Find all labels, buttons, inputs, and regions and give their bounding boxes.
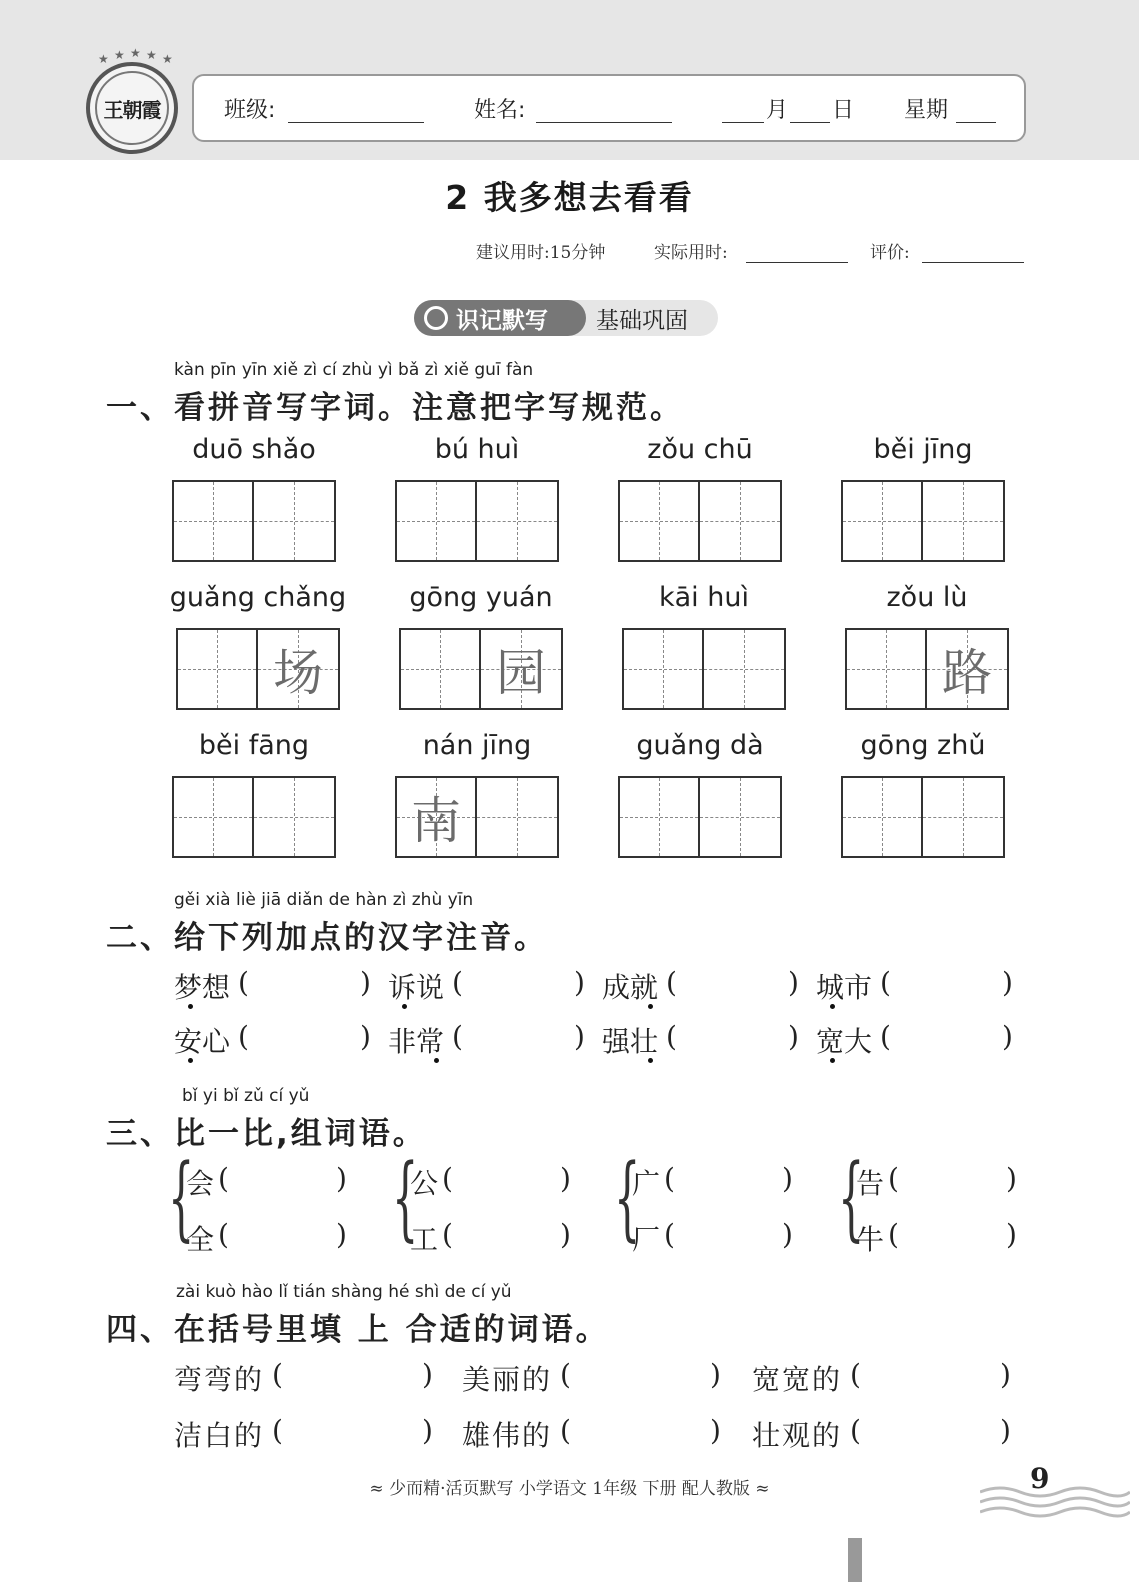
writing-cell[interactable] [477,482,557,560]
answer-blank[interactable] [470,970,570,1004]
guide-line [620,817,698,818]
answer-blank[interactable] [256,1024,356,1058]
word-item: 强壮 [602,1025,659,1058]
given-character: 南 [411,792,461,850]
answer-blank[interactable] [234,1166,330,1200]
writing-box[interactable] [399,628,563,710]
rating-field[interactable] [922,262,1024,263]
guide-line [624,669,702,670]
writing-cell[interactable] [397,778,477,856]
answer-blank[interactable] [868,1418,996,1452]
open-paren: ( [888,1162,899,1195]
open-paren: ( [442,1162,453,1195]
suggested-time: 建议用时:15分钟 [476,243,606,263]
answer-blank[interactable] [904,1166,1000,1200]
writing-cell[interactable] [620,778,700,856]
writing-cell[interactable] [843,778,923,856]
answer-blank[interactable] [578,1418,706,1452]
writing-cell[interactable] [847,630,927,708]
publisher-logo [86,46,178,154]
footer-text: ≈ 少而精·活页默写 小学语文 1年级 下册 配人教版 ≈ [369,1479,770,1499]
word-pinyin: zǒu chū [647,434,753,465]
page-title: 2 我多想去看看 [445,178,694,217]
open-paren: ( [272,1358,283,1391]
open-paren: ( [664,1218,675,1251]
guide-line [700,817,780,818]
logo-text: 王朝霞 [103,97,161,122]
writing-cell[interactable] [624,630,704,708]
word-item: 成就 [602,971,659,1004]
emphasis-dot [188,1004,193,1009]
word-item: 诉说 [388,971,445,1004]
phrase-stem: 雄伟的 [462,1419,553,1452]
word-pinyin: gōng zhǔ [860,730,986,761]
phrase-stem: 弯弯的 [174,1363,265,1396]
phrase-stem: 壮观的 [752,1419,843,1452]
close-paren: ) [1002,966,1013,999]
compare-char: 广 [632,1167,661,1200]
emphasis-dot [434,1058,439,1063]
compare-char: 告 [856,1167,885,1200]
writing-cell[interactable] [254,482,334,560]
class-field[interactable] [288,122,424,123]
open-paren: ( [560,1358,571,1391]
open-paren: ( [850,1358,861,1391]
answer-blank[interactable] [904,1222,1000,1256]
open-paren: ( [666,966,677,999]
writing-cell[interactable] [620,482,700,560]
close-paren: ) [1006,1162,1017,1195]
brace: { [838,1144,865,1251]
answer-blank[interactable] [868,1362,996,1396]
compare-char: 厂 [632,1223,661,1256]
writing-box[interactable] [172,776,336,858]
emphasis-dot [830,1058,835,1063]
word-item: 城市 [816,971,873,1004]
emphasis-dot [648,1058,653,1063]
open-paren: ( [218,1218,229,1251]
answer-blank[interactable] [684,970,784,1004]
writing-box[interactable] [395,480,559,562]
word-pinyin: běi jīng [873,434,973,465]
writing-cell[interactable] [401,630,481,708]
close-paren: ) [574,1020,585,1053]
writing-cell[interactable] [174,778,254,856]
emphasis-dot [402,1004,407,1009]
month-field[interactable] [722,122,764,123]
guide-line [174,817,252,818]
open-paren: ( [888,1218,899,1251]
writing-box[interactable] [618,480,782,562]
writing-box[interactable] [841,776,1005,858]
section4-heading: 四、在括号里填 上 合适的词语。 [106,1312,610,1348]
close-paren: ) [1000,1414,1011,1447]
close-paren: ) [422,1358,433,1391]
given-character: 园 [496,644,546,702]
answer-blank[interactable] [234,1222,330,1256]
word-pinyin: gōng yuán [409,582,553,613]
actual-time-label: 实际用时: [654,243,728,263]
open-paren: ( [238,966,249,999]
phrase-stem: 宽宽的 [752,1363,843,1396]
open-paren: ( [452,1020,463,1053]
close-paren: ) [560,1218,571,1251]
answer-blank[interactable] [470,1024,570,1058]
guide-line [847,669,925,670]
guide-line [254,817,334,818]
answer-blank[interactable] [256,970,356,1004]
badge-label-right: 基础巩固 [596,308,688,334]
close-paren: ) [782,1218,793,1251]
writing-cell[interactable] [704,630,784,708]
guide-line [620,521,698,522]
open-paren: ( [850,1414,861,1447]
star-icon: ★ [98,52,109,66]
answer-blank[interactable] [458,1166,554,1200]
answer-blank[interactable] [684,1024,784,1058]
writing-cell[interactable] [700,482,780,560]
open-paren: ( [880,966,891,999]
actual-time-field[interactable] [746,262,848,263]
word-pinyin: guǎng chǎng [169,582,347,613]
emphasis-dot [648,1004,653,1009]
open-paren: ( [880,1020,891,1053]
guide-line [923,521,1003,522]
guide-line [178,669,256,670]
star-icon: ★ [162,52,173,66]
guide-line [700,521,780,522]
word-item: 安心 [174,1025,231,1058]
badge-label-left: 识记默写 [456,308,548,334]
page-number: 9 [1030,1462,1050,1495]
word-pinyin: běi fāng [198,730,310,761]
writing-cell[interactable] [923,482,1003,560]
answer-blank[interactable] [290,1362,418,1396]
phrase-stem: 洁白的 [174,1419,265,1452]
open-paren: ( [452,966,463,999]
close-paren: ) [710,1414,721,1447]
close-paren: ) [336,1162,347,1195]
guide-line [174,521,252,522]
writing-box[interactable] [841,480,1005,562]
given-character: 路 [942,644,992,702]
close-paren: ) [710,1358,721,1391]
guide-line [843,521,921,522]
answer-blank[interactable] [898,1024,998,1058]
writing-cell[interactable] [700,778,780,856]
writing-cell[interactable] [843,482,923,560]
weekday-field[interactable] [956,122,996,123]
compare-char: 工 [410,1223,439,1256]
answer-blank[interactable] [458,1222,554,1256]
section1-heading: 一、看拼音写字词。注意把字写规范。 [106,390,684,426]
open-paren: ( [664,1162,675,1195]
logo-seal [95,71,169,145]
name-field[interactable] [536,122,672,123]
guide-line [401,669,479,670]
open-paren: ( [272,1414,283,1447]
class-label: 班级: [224,98,276,123]
medal-icon [424,306,448,330]
close-paren: ) [360,966,371,999]
writing-cell[interactable] [258,630,338,708]
star-icon: ★ [130,46,141,60]
brace: { [392,1144,419,1251]
writing-cell[interactable] [927,630,1007,708]
close-paren: ) [422,1414,433,1447]
section4-pinyin: zài kuò hào lǐ tián shàng hé shì de cí yǔ [176,1282,512,1302]
writing-cell[interactable] [397,482,477,560]
guide-line [254,521,334,522]
section2-pinyin: gěi xià liè jiā diǎn de hàn zì zhù yīn [174,890,474,910]
guide-line [477,817,557,818]
close-paren: ) [788,966,799,999]
open-paren: ( [442,1218,453,1251]
close-paren: ) [336,1218,347,1251]
star-icon: ★ [114,48,125,62]
phrase-stem: 美丽的 [462,1363,553,1396]
writing-box[interactable] [395,776,559,858]
open-paren: ( [218,1162,229,1195]
word-pinyin: kāi huì [659,582,749,613]
open-paren: ( [238,1020,249,1053]
writing-cell[interactable] [481,630,561,708]
brace: { [168,1144,195,1251]
guide-line [923,817,1003,818]
guide-line [843,817,921,818]
word-pinyin: nán jīng [422,730,532,761]
answer-blank[interactable] [898,970,998,1004]
emphasis-dot [830,1004,835,1009]
brace: { [614,1144,641,1251]
close-paren: ) [1002,1020,1013,1053]
close-paren: ) [1000,1358,1011,1391]
writing-cell[interactable] [254,778,334,856]
page-tab-marker [848,1538,862,1582]
open-paren: ( [666,1020,677,1053]
writing-box[interactable] [176,628,340,710]
student-info-box [192,74,1026,142]
star-icon: ★ [146,48,157,62]
word-pinyin: zǒu lù [886,582,968,613]
emphasis-dot [188,1058,193,1063]
guide-line [397,521,475,522]
weekday-label: 星期 [904,98,949,123]
guide-line [704,669,784,670]
compare-char: 会 [186,1167,215,1200]
writing-cell[interactable] [174,482,254,560]
writing-box[interactable] [622,628,786,710]
rating-label: 评价: [870,243,910,263]
writing-box[interactable] [172,480,336,562]
wave-decoration [980,1484,1130,1520]
compare-char: 牛 [856,1223,885,1256]
close-paren: ) [360,1020,371,1053]
writing-box[interactable] [618,776,782,858]
name-label: 姓名: [474,98,526,123]
close-paren: ) [1006,1218,1017,1251]
word-item: 梦想 [174,971,231,1004]
day-label: 日 [832,98,855,123]
guide-line [477,521,557,522]
writing-cell[interactable] [923,778,1003,856]
word-pinyin: guǎng dà [636,730,764,761]
day-field[interactable] [790,122,830,123]
word-pinyin: bú huì [434,434,520,465]
close-paren: ) [574,966,585,999]
writing-cell[interactable] [178,630,258,708]
answer-blank[interactable] [290,1418,418,1452]
close-paren: ) [782,1162,793,1195]
writing-box[interactable] [845,628,1009,710]
compare-char: 公 [410,1167,439,1200]
word-item: 非常 [388,1025,445,1058]
compare-char: 全 [186,1223,215,1256]
word-pinyin: duō shǎo [192,434,316,465]
section3-pinyin: bǐ yi bǐ zǔ cí yǔ [182,1086,310,1106]
close-paren: ) [788,1020,799,1053]
writing-cell[interactable] [477,778,557,856]
section3-heading: 三、比一比,组词语。 [106,1116,427,1152]
section1-pinyin: kàn pīn yīn xiě zì cí zhù yì bǎ zì xiě guī fàn [174,360,534,380]
answer-blank[interactable] [578,1362,706,1396]
close-paren: ) [560,1162,571,1195]
word-item: 宽大 [816,1025,873,1058]
section2-heading: 二、给下列加点的汉字注音。 [106,920,548,956]
month-label: 月 [766,98,789,123]
answer-blank[interactable] [680,1222,776,1256]
answer-blank[interactable] [680,1166,776,1200]
open-paren: ( [560,1414,571,1447]
given-character: 场 [273,644,323,702]
